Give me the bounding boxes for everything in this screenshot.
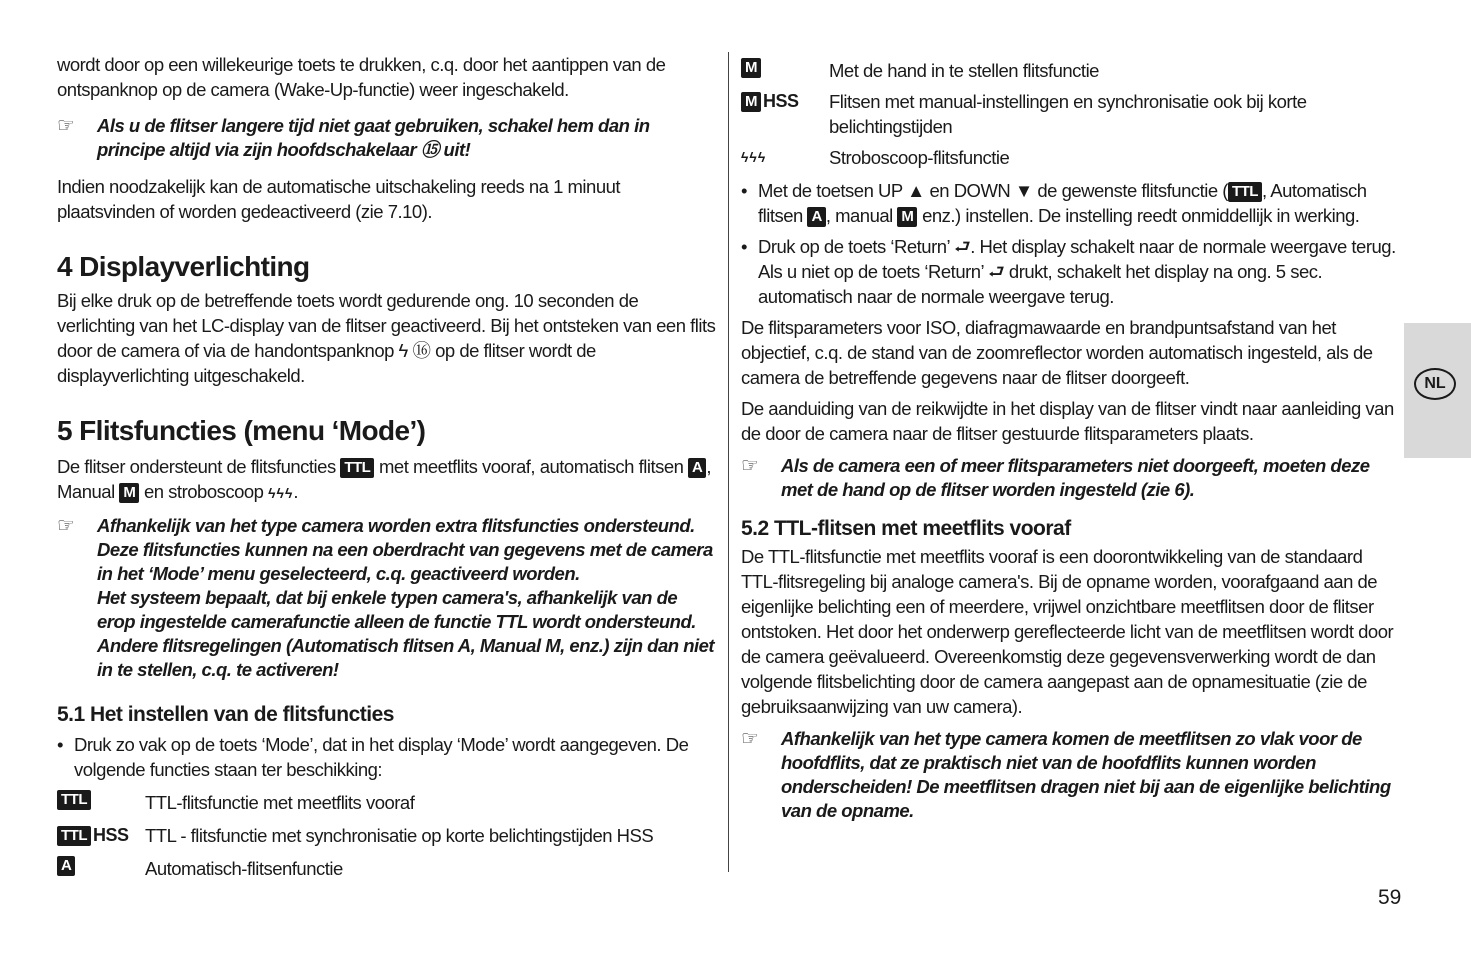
bullet-return bbox=[741, 234, 1401, 309]
text-fragment: . Het display schakelt naar de normale weergave terug. Als u niet op de toets ‘Return’ bbox=[758, 236, 1396, 282]
pointing-hand-icon: ☞ bbox=[57, 115, 75, 137]
note-text-part1: Afhankelijk van het type camera worden extra flitsfuncties ondersteund. Deze flitsfuncties kunnen na een oberdracht van gegevens met de camera in het ‘Mode’ menu geselecteerd, c.q. geactiveerd worden. bbox=[97, 515, 713, 584]
note-text: Als de camera een of meer flitsparameters niet doorgeeft, moeten deze met de hand op de flitser worden ingesteld (zie 6). bbox=[781, 455, 1370, 500]
ttl-badge-icon: TTL bbox=[57, 826, 91, 846]
mode-row-manual bbox=[741, 58, 1401, 83]
bullet-text: Druk zo vak op de toets ‘Mode’, dat in het display ‘Mode’ wordt aangegeven. De volgende functies staan ter beschikking: bbox=[74, 734, 689, 780]
a-badge-icon: A bbox=[688, 458, 706, 478]
note-text: Als u de flitser langere tijd niet gaat gebruiken, schakel hem dan in principe altijd via zijn hoofdschakelaar ⑮ uit! bbox=[97, 115, 650, 160]
bullet-mode-key bbox=[57, 732, 717, 782]
mode-description: Met de hand in te stellen flitsfunctie bbox=[829, 60, 1099, 81]
a-badge-icon: A bbox=[807, 207, 825, 227]
m-badge-icon: M bbox=[119, 483, 139, 503]
mode-symbol bbox=[57, 856, 145, 876]
right-column bbox=[741, 58, 1401, 823]
left-column bbox=[57, 52, 717, 881]
ttl-badge-icon: TTL bbox=[1228, 182, 1262, 202]
bullet-text bbox=[758, 234, 1401, 309]
mode-row-auto bbox=[57, 856, 717, 881]
ttl-badge-icon: TTL bbox=[340, 458, 374, 478]
heading-ttl-flitsen: 5.2 TTL-flitsen met meetflits vooraf bbox=[741, 517, 1071, 540]
paragraph-range-display: De aanduiding van de reikwijdte in het display van de flitser vindt naar aanleiding van de door de camera naar de flitser gestuurde flitsparameters plaats. bbox=[741, 398, 1394, 444]
stroboscope-icon: ϟϟϟ bbox=[741, 149, 767, 165]
mode-description: TTL - flitsfunctie met synchronisatie op korte belichtingstijden HSS bbox=[145, 825, 654, 846]
pointing-hand-icon: ☞ bbox=[741, 455, 759, 477]
text-fragment: , Manual bbox=[57, 456, 712, 502]
bullet-text bbox=[758, 178, 1401, 228]
mode-row-strobe bbox=[741, 145, 1401, 170]
page-number: 59 bbox=[1378, 886, 1402, 909]
text-fragment: , manual bbox=[825, 205, 893, 226]
text-fragment: De flitser ondersteunt de flitsfuncties bbox=[57, 456, 336, 477]
paragraph-ttl-description: De TTL-flitsfunctie met meetflits vooraf is een doorontwikkeling van de standaard TTL-flitsregeling bij analoge camera's. Bij de opname worden, voorafgaand aan de eigenlijke belichting een of meerdere, vrijwel onzichtbare meetflitsen door de flitser ontstoken. Het door het onderwerp gereflecteerde licht van de meetflitsen wordt door de camera geëvalueerd. Overeenkomstig deze gegevensverwerking wordt de dan volgende flitsbelichting door de camera aangepast aan de opnamesituatie (zie de gebruiksaanwijzing van uw camera). bbox=[741, 546, 1394, 717]
heading-flitsfuncties: 5 Flitsfuncties (menu ‘Mode’) bbox=[57, 415, 426, 446]
bullet-dot: • bbox=[741, 180, 747, 201]
text-fragment: drukt, schakelt het display na ong. 5 sec. automatisch naar de normale weergave terug. bbox=[758, 261, 1323, 307]
m-badge-icon: M bbox=[741, 58, 761, 78]
pointing-hand-icon: ☞ bbox=[57, 515, 75, 537]
note-text-part2: Het systeem bepaalt, dat bij enkele typen camera's, afhankelijk van de erop ingestelde camerafunctie alleen de functie TTL wordt ondersteund. Andere flitsregelingen (Automatisch flitsen A, Manual M, enz.) zijn dan niet in te stellen, c.q. te activeren! bbox=[97, 587, 715, 680]
mode-symbol bbox=[741, 89, 829, 114]
bullet-dot: • bbox=[741, 236, 747, 257]
text-fragment: , Automatisch flitsen bbox=[758, 180, 1367, 226]
mode-symbol bbox=[741, 145, 829, 170]
mode-row-ttl-hss bbox=[57, 823, 717, 848]
hss-label: HSS bbox=[763, 91, 799, 111]
a-badge-icon: A bbox=[57, 856, 75, 876]
stroboscope-icon: ϟϟϟ bbox=[268, 485, 294, 501]
note-text bbox=[97, 514, 717, 682]
mode-row-ttl bbox=[57, 790, 717, 815]
mode-description: Stroboscoop-flitsfunctie bbox=[829, 147, 1010, 168]
mode-symbol bbox=[57, 790, 145, 810]
paragraph-auto-off: Indien noodzakelijk kan de automatische uitschakeling reeds na 1 minuut plaatsvinden of worden gedeactiveerd (zie 7.10). bbox=[57, 176, 621, 222]
note-camera-functions bbox=[57, 514, 717, 682]
text-fragment: Druk op de toets ‘Return’ bbox=[758, 236, 950, 257]
mode-symbol bbox=[741, 58, 829, 78]
pointing-hand-icon: ☞ bbox=[741, 728, 759, 750]
mode-description: TTL-flitsfunctie met meetflits vooraf bbox=[145, 792, 415, 813]
bullet-dot: • bbox=[57, 734, 63, 755]
mode-row-manual-hss bbox=[741, 89, 1401, 139]
column-divider bbox=[728, 52, 729, 872]
hss-label: HSS bbox=[93, 825, 129, 845]
mode-symbol bbox=[57, 823, 145, 848]
heading-instellen: 5.1 Het instellen van de flitsfuncties bbox=[57, 703, 394, 726]
text-fragment: met meetflits vooraf, automatisch flitsen bbox=[379, 456, 684, 477]
language-side-tab bbox=[1404, 323, 1471, 458]
text-fragment: en stroboscoop bbox=[143, 481, 264, 502]
paragraph-flitsfuncties bbox=[57, 454, 717, 506]
text-fragment: . bbox=[293, 481, 298, 502]
bullet-up-down bbox=[741, 178, 1401, 228]
m-badge-icon: M bbox=[741, 92, 761, 112]
text-fragment: enz.) instellen. De instelling reedt onmiddellijk in werking. bbox=[922, 205, 1360, 226]
language-badge: NL bbox=[1414, 368, 1456, 400]
m-badge-icon: M bbox=[897, 207, 917, 227]
note-manual-params bbox=[741, 454, 1401, 502]
note-pre-flashes bbox=[741, 727, 1401, 823]
heading-displayverlichting: 4 Displayverlichting bbox=[57, 251, 310, 282]
text-fragment: Met de toetsen UP ▲ en DOWN ▼ de gewenste flitsfunctie ( bbox=[758, 180, 1228, 201]
mode-description: Automatisch-flitsenfunctie bbox=[145, 858, 343, 879]
paragraph-flash-parameters: De flitsparameters voor ISO, diafragmawaarde en brandpuntsafstand van het objectief, c.q. de stand van de zoomreflector worden automatisch ingesteld, als de camera de betreffende gegevens naar de flitser doorgeeft. bbox=[741, 317, 1373, 388]
paragraph-wake-up: wordt door op een willekeurige toets te drukken, c.q. door het aantippen van de ontspanknop op de camera (Wake-Up-functie) weer ingeschakeld. bbox=[57, 54, 666, 100]
paragraph-display-light: Bij elke druk op de betreffende toets wordt gedurende ong. 10 seconden de verlichting van het LC-display van de flitser geactiveerd. Bij het ontsteken van een flits door de camera of via de handontspanknop ϟ ⑯ op de flitser wordt de displayverlichting uitgeschakeld. bbox=[57, 290, 716, 386]
return-icon: ⮐ bbox=[988, 261, 1005, 282]
ttl-badge-icon: TTL bbox=[57, 790, 91, 810]
note-text: Afhankelijk van het type camera komen de meetflitsen zo vlak voor de hoofdflits, dat ze praktisch niet van de hoofdflits kunnen worden onderscheiden! De meetflitsen dragen niet bij aan de eigenlijke belichting van de opname. bbox=[781, 728, 1391, 821]
return-icon: ⮐ bbox=[954, 236, 971, 257]
note-main-switch bbox=[57, 114, 717, 162]
mode-description: Flitsen met manual-instellingen en synchronisatie ook bij korte belichtingstijden bbox=[829, 91, 1307, 137]
